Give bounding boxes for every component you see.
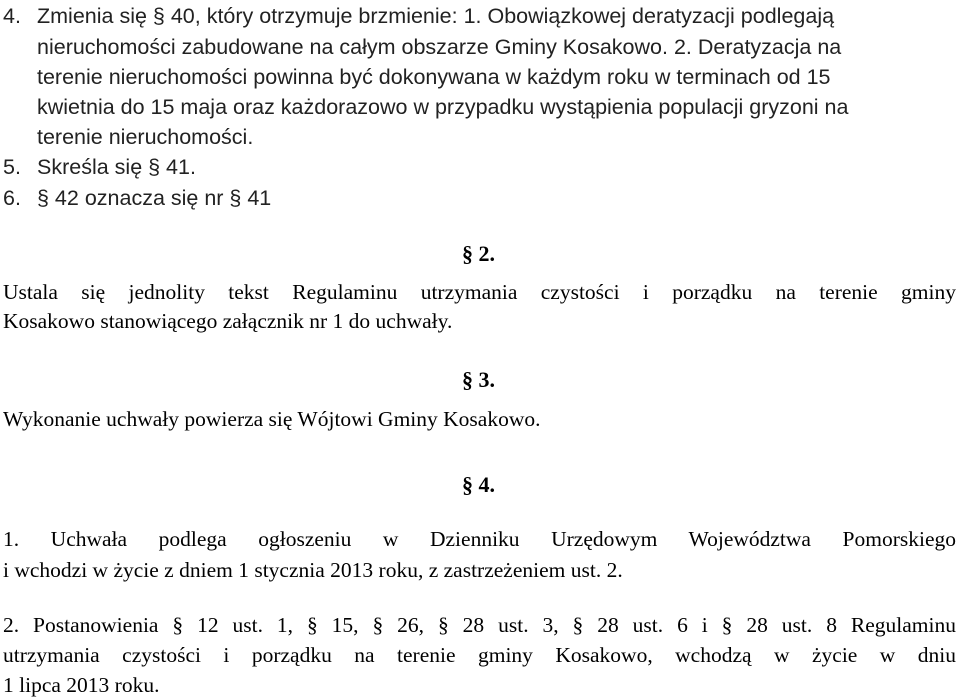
section-4-p2-line-2: utrzymania czystości i porządku na terenie gminy Kosakowo, wchodzą w życie w dniu bbox=[3, 643, 956, 667]
item-4-line-1: 4. Zmienia się § 40, który otrzymuje brzmienie: 1. Obowiązkowej deratyzacji podlegają bbox=[3, 4, 835, 28]
section-4-p1-line-1: 1. Uchwała podlega ogłoszeniu w Dzienniku Urzędowym Województwa Pomorskiego bbox=[3, 527, 956, 551]
item-4-line-3: terenie nieruchomości powinna być dokonywana w każdym roku w terminach od 15 bbox=[37, 65, 831, 89]
section-2-line-1: Ustala się jednolity tekst Regulaminu utrzymania czystości i porządku na terenie gminy bbox=[3, 280, 956, 304]
item-6-label: 6. bbox=[3, 186, 21, 210]
section-3-text: Wykonanie uchwały powierza się Wójtowi Gminy Kosakowo. bbox=[3, 407, 541, 431]
item-6-text: § 42 oznacza się nr § 41 bbox=[37, 186, 272, 210]
item-4-line-4: kwietnia do 15 maja oraz każdorazowo w przypadku wystąpienia populacji gryzoni na bbox=[37, 95, 849, 119]
section-3-heading: § 3. bbox=[462, 367, 495, 392]
item-4-line-2: nieruchomości zabudowane na całym obszarze Gminy Kosakowo. 2. Deratyzacja na bbox=[37, 35, 842, 59]
item-5-label: 5. bbox=[3, 155, 21, 179]
item-4-label: 4. bbox=[3, 4, 21, 28]
item-5-text: Skreśla się § 41. bbox=[37, 155, 196, 179]
section-4-p2-line-1: 2. Postanowienia § 12 ust. 1, § 15, § 26, § 28 ust. 3, § 28 ust. 6 i § 28 ust. 8 Regulaminu bbox=[3, 613, 956, 637]
section-2-heading: § 2. bbox=[462, 241, 495, 266]
section-4-heading: § 4. bbox=[462, 472, 495, 497]
item-4-line-5: terenie nieruchomości. bbox=[37, 125, 254, 149]
section-4-p2-line-3: 1 lipca 2013 roku. bbox=[3, 673, 160, 697]
section-4-p1-line-2: i wchodzi w życie z dniem 1 stycznia 2013 roku, z zastrzeżeniem ust. 2. bbox=[3, 558, 623, 582]
item-6 bbox=[3, 188, 271, 210]
item-5 bbox=[3, 157, 196, 179]
section-2-line-2: Kosakowo stanowiącego załącznik nr 1 do uchwały. bbox=[3, 309, 453, 333]
